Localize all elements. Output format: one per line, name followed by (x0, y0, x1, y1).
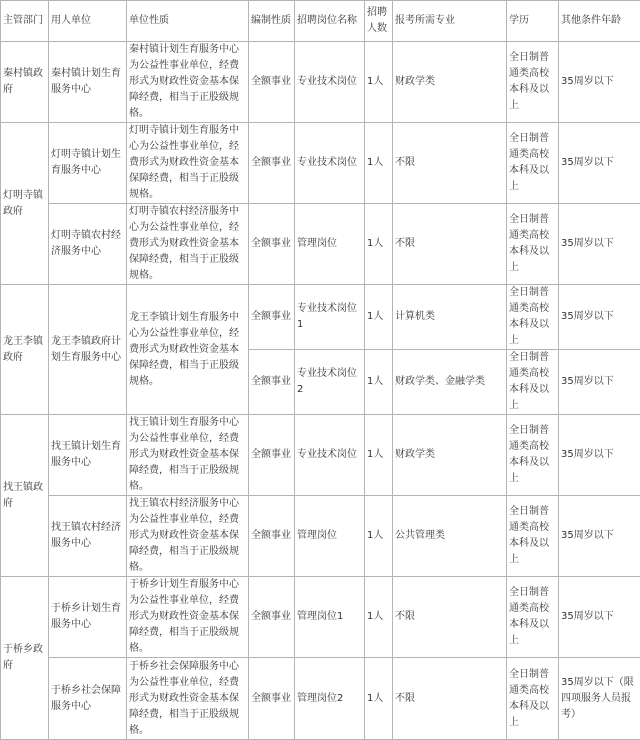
table-row (1, 415, 640, 496)
cell-unit: 于桥乡计划生育服务中心 (49, 577, 127, 658)
cell-major: 财政学类 (393, 42, 507, 123)
cell-unit: 灯明寺镇计划生育服务中心 (49, 123, 127, 204)
table-row (1, 577, 640, 658)
cell-count: 1人 (365, 577, 393, 658)
cell-count: 1人 (365, 415, 393, 496)
cell-dept: 于桥乡政府 (1, 577, 49, 740)
cell-staff: 全额事业 (249, 577, 295, 658)
header-unit: 用人单位 (49, 1, 127, 42)
cell-edu: 全日制普通类高校本科及以上 (507, 350, 559, 415)
cell-staff: 全额事业 (249, 285, 295, 350)
cell-dept: 灯明寺镇政府 (1, 123, 49, 285)
cell-dept: 找王镇政府 (1, 415, 49, 577)
cell-unit: 找王镇农村经济服务中心 (49, 496, 127, 577)
cell-post: 管理岗位 (295, 496, 365, 577)
cell-staff: 全额事业 (249, 42, 295, 123)
cell-edu: 全日制普通类高校本科及以上 (507, 658, 559, 740)
cell-other: 35周岁以下 (559, 496, 640, 577)
cell-other: 35周岁以下（限四项服务人员报考） (559, 658, 640, 740)
cell-major: 财政学类、金融学类 (393, 350, 507, 415)
cell-count: 1人 (365, 204, 393, 285)
cell-nature: 龙王李镇计划生育服务中心为公益性事业单位，经费形式为财政性资金基本保障经费，相当于正股级规格。 (127, 285, 249, 415)
cell-post: 专业技术岗位 (295, 42, 365, 123)
cell-edu: 全日制普通类高校本科及以上 (507, 204, 559, 285)
table-row (1, 496, 640, 577)
cell-staff: 全额事业 (249, 658, 295, 740)
cell-major: 公共管理类 (393, 496, 507, 577)
cell-other: 35周岁以下 (559, 415, 640, 496)
cell-nature: 找王镇农村经济服务中心为公益性事业单位，经费形式为财政性资金基本保障经费，相当于正股级规格。 (127, 496, 249, 577)
cell-edu: 全日制普通类高校本科及以上 (507, 123, 559, 204)
cell-major: 不限 (393, 123, 507, 204)
cell-count: 1人 (365, 350, 393, 415)
cell-other: 35周岁以下 (559, 123, 640, 204)
cell-other: 35周岁以下 (559, 285, 640, 350)
cell-dept: 秦村镇政府 (1, 42, 49, 123)
cell-count: 1人 (365, 285, 393, 350)
cell-nature: 于桥乡社会保障服务中心为公益性事业单位，经费形式为财政性资金基本保障经费，相当于正股级规格。 (127, 658, 249, 740)
cell-count: 1人 (365, 123, 393, 204)
cell-post: 管理岗位1 (295, 577, 365, 658)
cell-other: 35周岁以下 (559, 350, 640, 415)
cell-other: 35周岁以下 (559, 204, 640, 285)
cell-post: 专业技术岗位2 (295, 350, 365, 415)
cell-other: 35周岁以下 (559, 42, 640, 123)
cell-count: 1人 (365, 658, 393, 740)
cell-nature: 找王镇计划生育服务中心为公益性事业单位，经费形式为财政性资金基本保障经费，相当于正股级规格。 (127, 415, 249, 496)
cell-unit: 灯明寺镇农村经济服务中心 (49, 204, 127, 285)
cell-edu: 全日制普通类高校本科及以上 (507, 42, 559, 123)
cell-unit: 龙王李镇政府计划生育服务中心 (49, 285, 127, 415)
cell-major: 不限 (393, 204, 507, 285)
cell-staff: 全额事业 (249, 204, 295, 285)
cell-post: 管理岗位2 (295, 658, 365, 740)
cell-dept: 龙王李镇政府 (1, 285, 49, 415)
table-row (1, 285, 640, 350)
table-row (1, 123, 640, 204)
cell-other: 35周岁以下 (559, 577, 640, 658)
header-post: 招聘岗位名称 (295, 1, 365, 42)
cell-nature: 秦村镇计划生育服务中心为公益性事业单位，经费形式为财政性资金基本保障经费，相当于正股级规格。 (127, 42, 249, 123)
header-other: 其他条件年龄 (559, 1, 640, 42)
cell-staff: 全额事业 (249, 350, 295, 415)
header-nature: 单位性质 (127, 1, 249, 42)
cell-nature: 灯明寺镇农村经济服务中心为公益性事业单位，经费形式为财政性资金基本保障经费，相当于正股级规格。 (127, 204, 249, 285)
header-staff: 编制性质 (249, 1, 295, 42)
table-row (1, 204, 640, 285)
cell-unit: 找王镇计划生育服务中心 (49, 415, 127, 496)
cell-count: 1人 (365, 496, 393, 577)
cell-unit: 秦村镇计划生育服务中心 (49, 42, 127, 123)
cell-count: 1人 (365, 42, 393, 123)
cell-post: 专业技术岗位1 (295, 285, 365, 350)
table-row (1, 42, 640, 123)
cell-nature: 于桥乡计划生育服务中心为公益性事业单位，经费形式为财政性资金基本保障经费，相当于正股级规格。 (127, 577, 249, 658)
cell-unit: 于桥乡社会保障服务中心 (49, 658, 127, 740)
cell-staff: 全额事业 (249, 415, 295, 496)
cell-staff: 全额事业 (249, 496, 295, 577)
header-edu: 学历 (507, 1, 559, 42)
header-dept: 主管部门 (1, 1, 49, 42)
cell-edu: 全日制普通类高校本科及以上 (507, 415, 559, 496)
cell-staff: 全额事业 (249, 123, 295, 204)
cell-major: 财政学类 (393, 415, 507, 496)
header-count: 招聘人数 (365, 1, 393, 42)
cell-major: 计算机类 (393, 285, 507, 350)
cell-edu: 全日制普通类高校本科及以上 (507, 577, 559, 658)
table-row (1, 658, 640, 740)
header-major: 报考所需专业 (393, 1, 507, 42)
cell-post: 管理岗位 (295, 204, 365, 285)
cell-major: 不限 (393, 577, 507, 658)
header-row (1, 1, 640, 42)
cell-post: 专业技术岗位 (295, 123, 365, 204)
cell-post: 专业技术岗位 (295, 415, 365, 496)
cell-major: 不限 (393, 658, 507, 740)
cell-nature: 灯明寺镇计划生育服务中心为公益性事业单位，经费形式为财政性资金基本保障经费，相当于正股级规格。 (127, 123, 249, 204)
cell-edu: 全日制普通类高校本科及以上 (507, 285, 559, 350)
cell-edu: 全日制普通类高校本科及以上 (507, 496, 559, 577)
